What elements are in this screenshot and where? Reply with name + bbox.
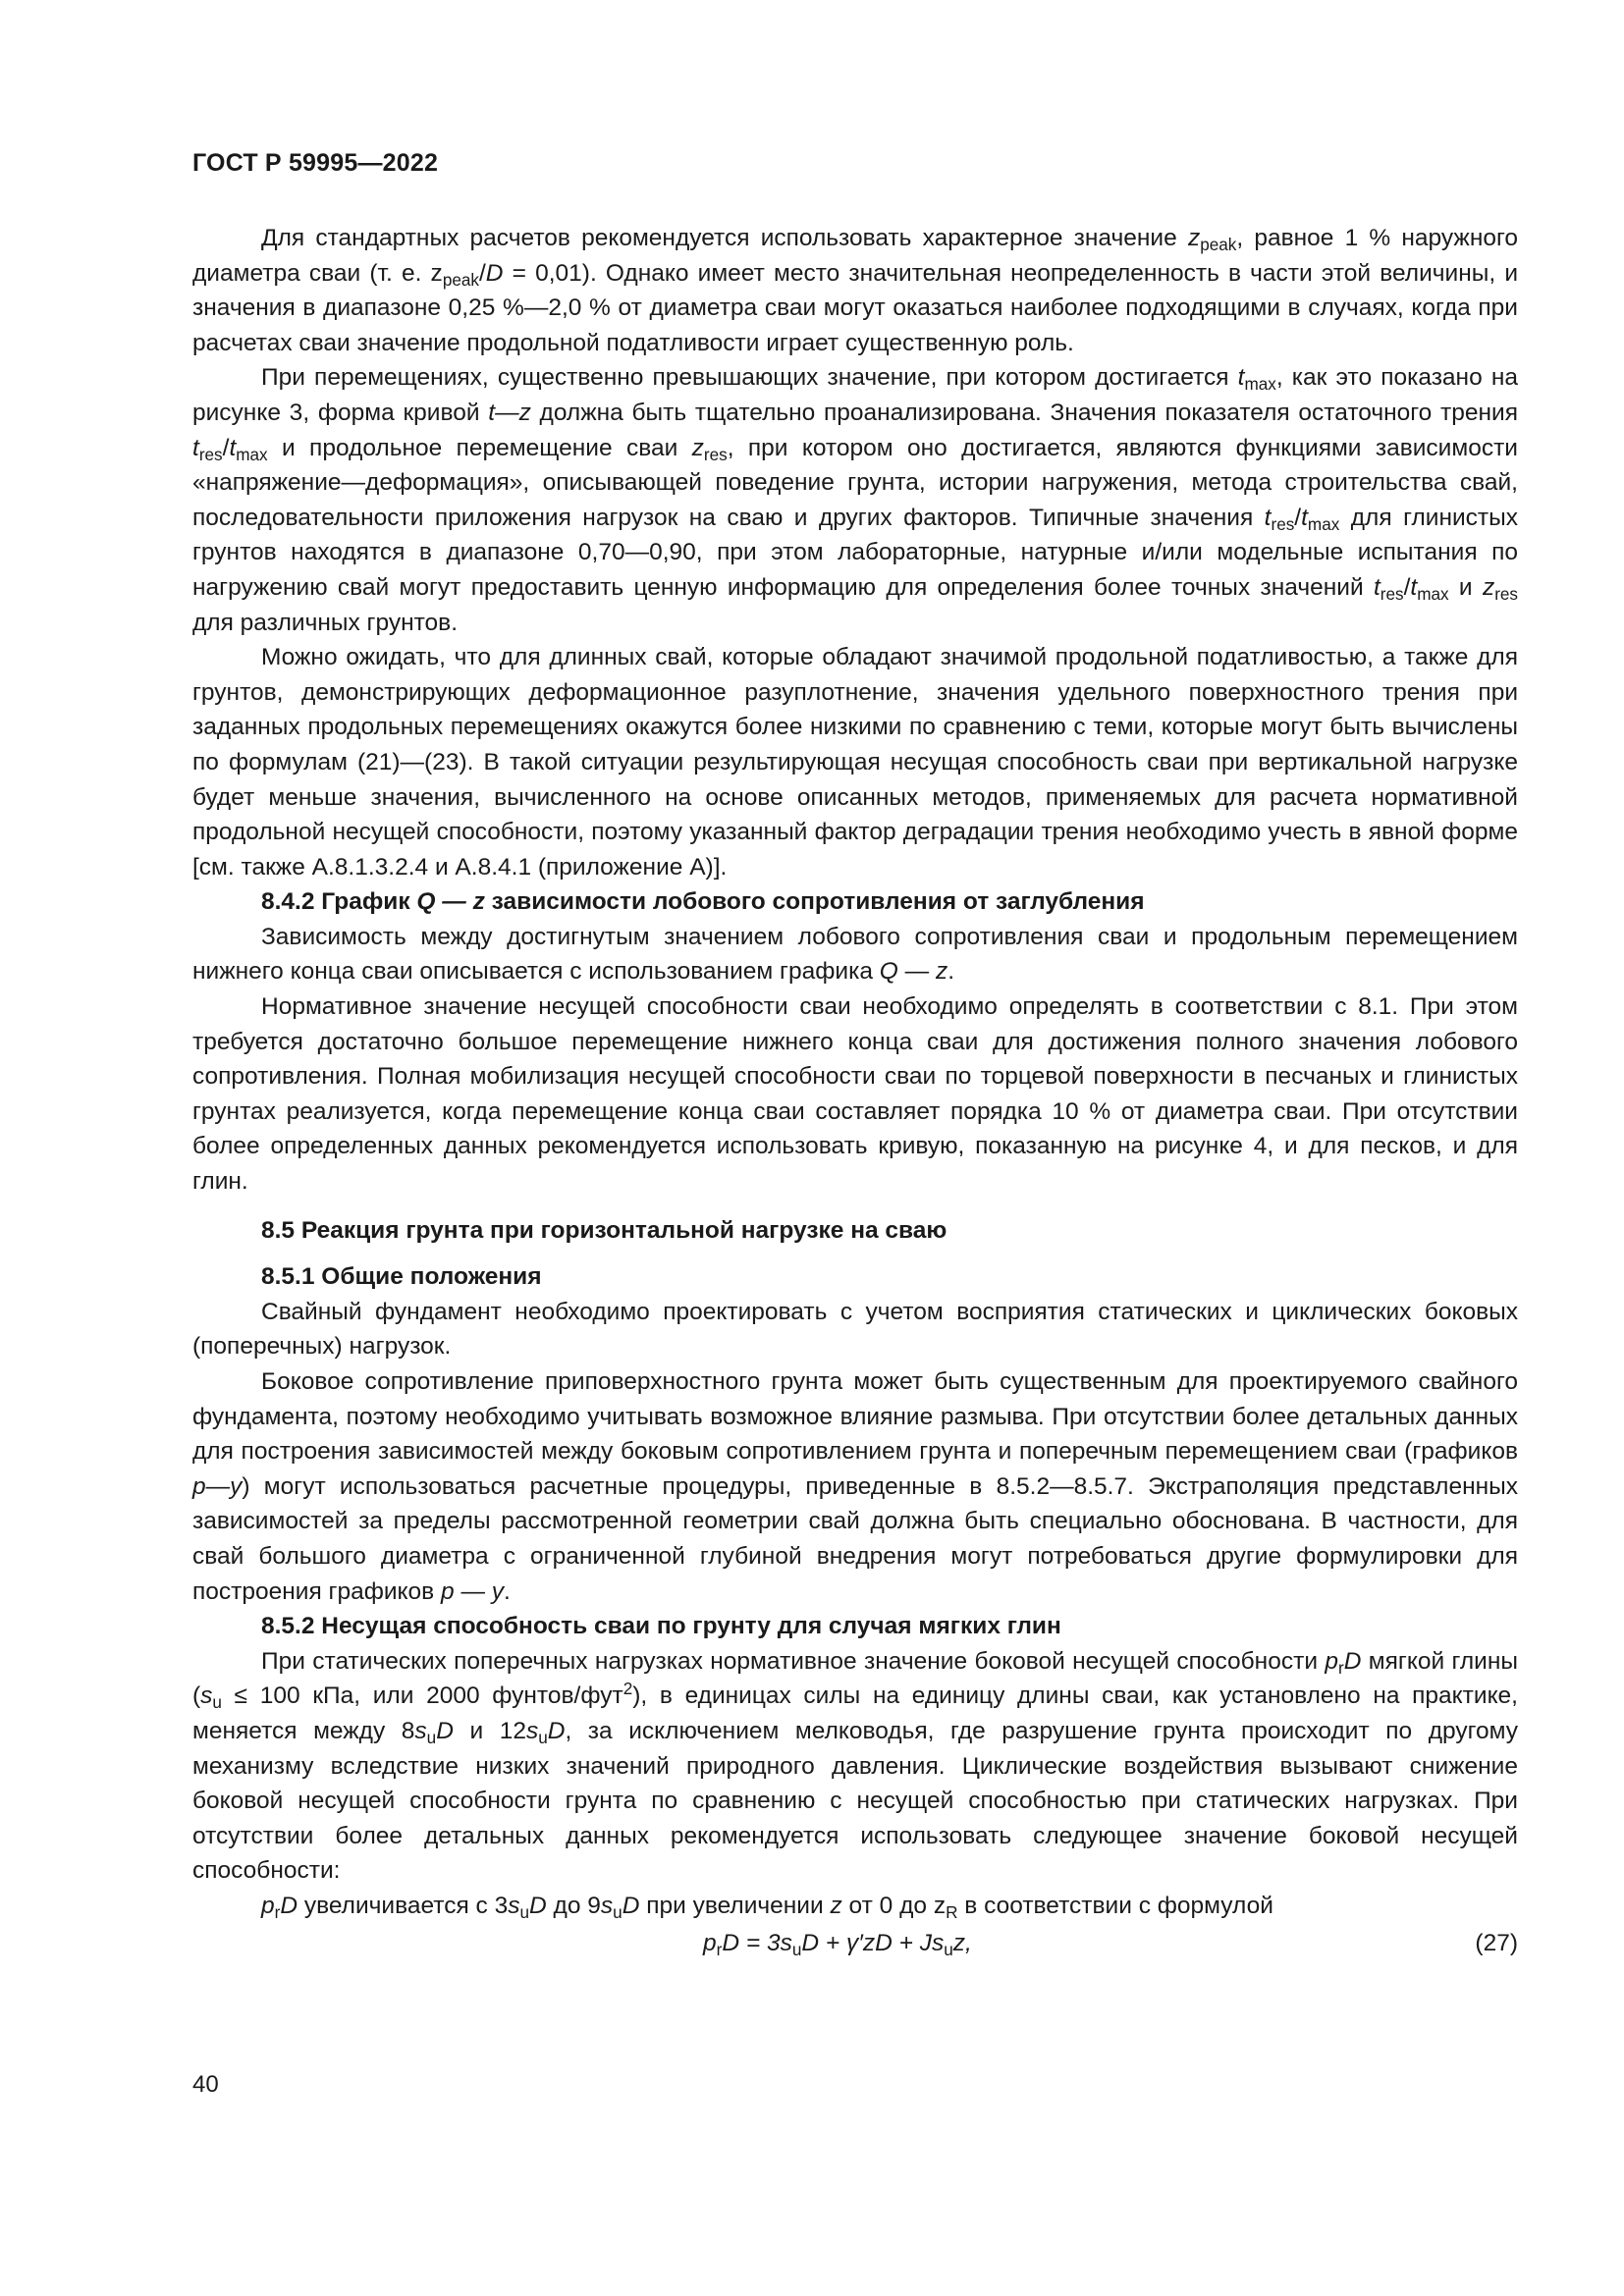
formula-expression: $p_rD = 3s_uD + \gamma'zD + Js_uz$, — [703, 1929, 972, 1959]
paragraph: Боковое сопротивление приповерхностного грунта может быть существенным для проектируемого свайного фундамента, поэтому необходимо учитывать возможное влияние размыва. При отсутствии более детальных данных для построения зависимостей между боковым сопротивлением грунта и поперечным перемещением сваи (графиков p—y) могут использоваться расчетные процедуры, приведенные в 8.5.2—8.5.7. Экстраполяция представленных зависимостей за пределы рассмотренной геометрии свай должна быть специально обоснована. В частности, для свай большого диаметра с ограниченной глубиной внедрения могут потребоваться другие формулировки для построения графиков p — y. — [192, 1368, 1518, 1605]
formula-number: (27) — [1475, 1929, 1518, 1956]
paragraph: При статических поперечных нагрузках нормативное значение боковой несущей способности $p_rD$ мягкой глины ($s_u \le 100$ кПа, или 2000 фунтов/фут$^2$), в единицах силы на единицу длины сваи, как установлено на практике, меняется между $8s_uD$ и $12s_uD$, за исключением мелководья, где разрушение грунта происходит по другому механизму вследствие низких значений природного давления. Циклические воздействия вызывают снижение боковой несущей способности грунта по сравнению с несущей способностью при статических нагрузках. При отсутствии более детальных данных рекомендуется использовать следующее значение боковой несущей способности: — [192, 1647, 1519, 1885]
formula-27 — [192, 1926, 1518, 1965]
paragraph: Можно ожидать, что для длинных свай, которые обладают значимой продольной податливостью, а также для грунтов, демонстрирующих деформационное разуплотнение, значения удельного поверхностного трения при заданных продольных перемещениях окажутся более низкими по сравнению с теми, которые могут быть вычислены по формулам (21)—(23). В такой ситуации результирующая несущая способность сваи при вертикальной нагрузке будет меньше значения, вычисленного на основе описанных методов, применяемых для расчета нормативной продольной несущей способности, поэтому указанный фактор деградации трения необходимо учесть в явной форме [см. также А.8.1.3.2.4 и А.8.4.1 (приложение А)]. — [192, 644, 1518, 881]
paragraph: Для стандартных расчетов рекомендуется использовать характерное значение $z_{peak}$, равное 1 % наружного диаметра сваи (т. е. $z_{peak}/D = 0,01$). Однако имеет место значительная неопределенность в части этой величины, и значения в диапазоне 0,25 %—2,0 % от диаметра сваи могут оказаться наиболее подходящими в случаях, когда при расчетах сваи значение продольной податливости играет существенную роль. — [192, 225, 1518, 356]
page-number: 40 — [192, 2071, 219, 2098]
document-header: ГОСТ Р 59995—2022 — [192, 149, 439, 177]
section-heading-8-5-2: 8.5.2 Несущая способность сваи по грунту для случая мягких глин — [261, 1613, 1061, 1640]
paragraph: $p_rD$ увеличивается с $3s_uD$ до $9s_uD$ при увеличении z от 0 до $z_R$ в соответствии с формулой — [261, 1892, 1273, 1922]
paragraph: Свайный фундамент необходимо проектировать с учетом восприятия статических и циклических боковых (поперечных) нагрузок. — [192, 1298, 1518, 1361]
section-heading-8-5: 8.5 Реакция грунта при горизонтальной нагрузке на сваю — [261, 1216, 947, 1244]
paragraph: При перемещениях, существенно превышающих значение, при котором достигается $t_{max}$, как это показано на рисунке 3, форма кривой t—z должна быть тщательно проанализирована. Значения показателя остаточного трения $t_{res}/t_{max}$ и продольное перемещение сваи $z_{res}$, при котором оно достигается, являются функциями зависимости «напряжение—деформация», описывающей поведение грунта, истории нагружения, метода строительства свай, последовательности приложения нагрузок на сваю и других факторов. Типичные значения $t_{res}/t_{max}$ для глинистых грунтов находятся в диапазоне 0,70—0,90, при этом лабораторные, натурные и/или модельные испытания по нагружению свай могут предоставить ценную информацию для определения более точных значений $t_{res}/t_{max}$ и $z_{res}$ для различных грунтов. — [192, 364, 1518, 636]
section-heading-8-4-2: 8.4.2 График Q — z зависимости лобового сопротивления от заглубления — [261, 888, 1145, 916]
paragraph: Зависимость между достигнутым значением лобового сопротивления сваи и продольным перемещением нижнего конца сваи описывается с использованием графика Q — z. — [192, 923, 1518, 986]
paragraph: Нормативное значение несущей способности сваи необходимо определять в соответствии с 8.1. При этом требуется достаточно большое перемещение нижнего конца сваи для достижения полного значения лобового сопротивления. Полная мобилизация несущей способности сваи по торцевой поверхности в песчаных и глинистых грунтах реализуется, когда перемещение конца сваи составляет порядка 10 % от диаметра сваи. При отсутствии более определенных данных рекомендуется использовать кривую, показанную на рисунке 4, и для песков, и для глин. — [192, 993, 1518, 1196]
section-heading-8-5-1: 8.5.1 Общие положения — [261, 1263, 542, 1291]
document-body — [192, 221, 1518, 1965]
